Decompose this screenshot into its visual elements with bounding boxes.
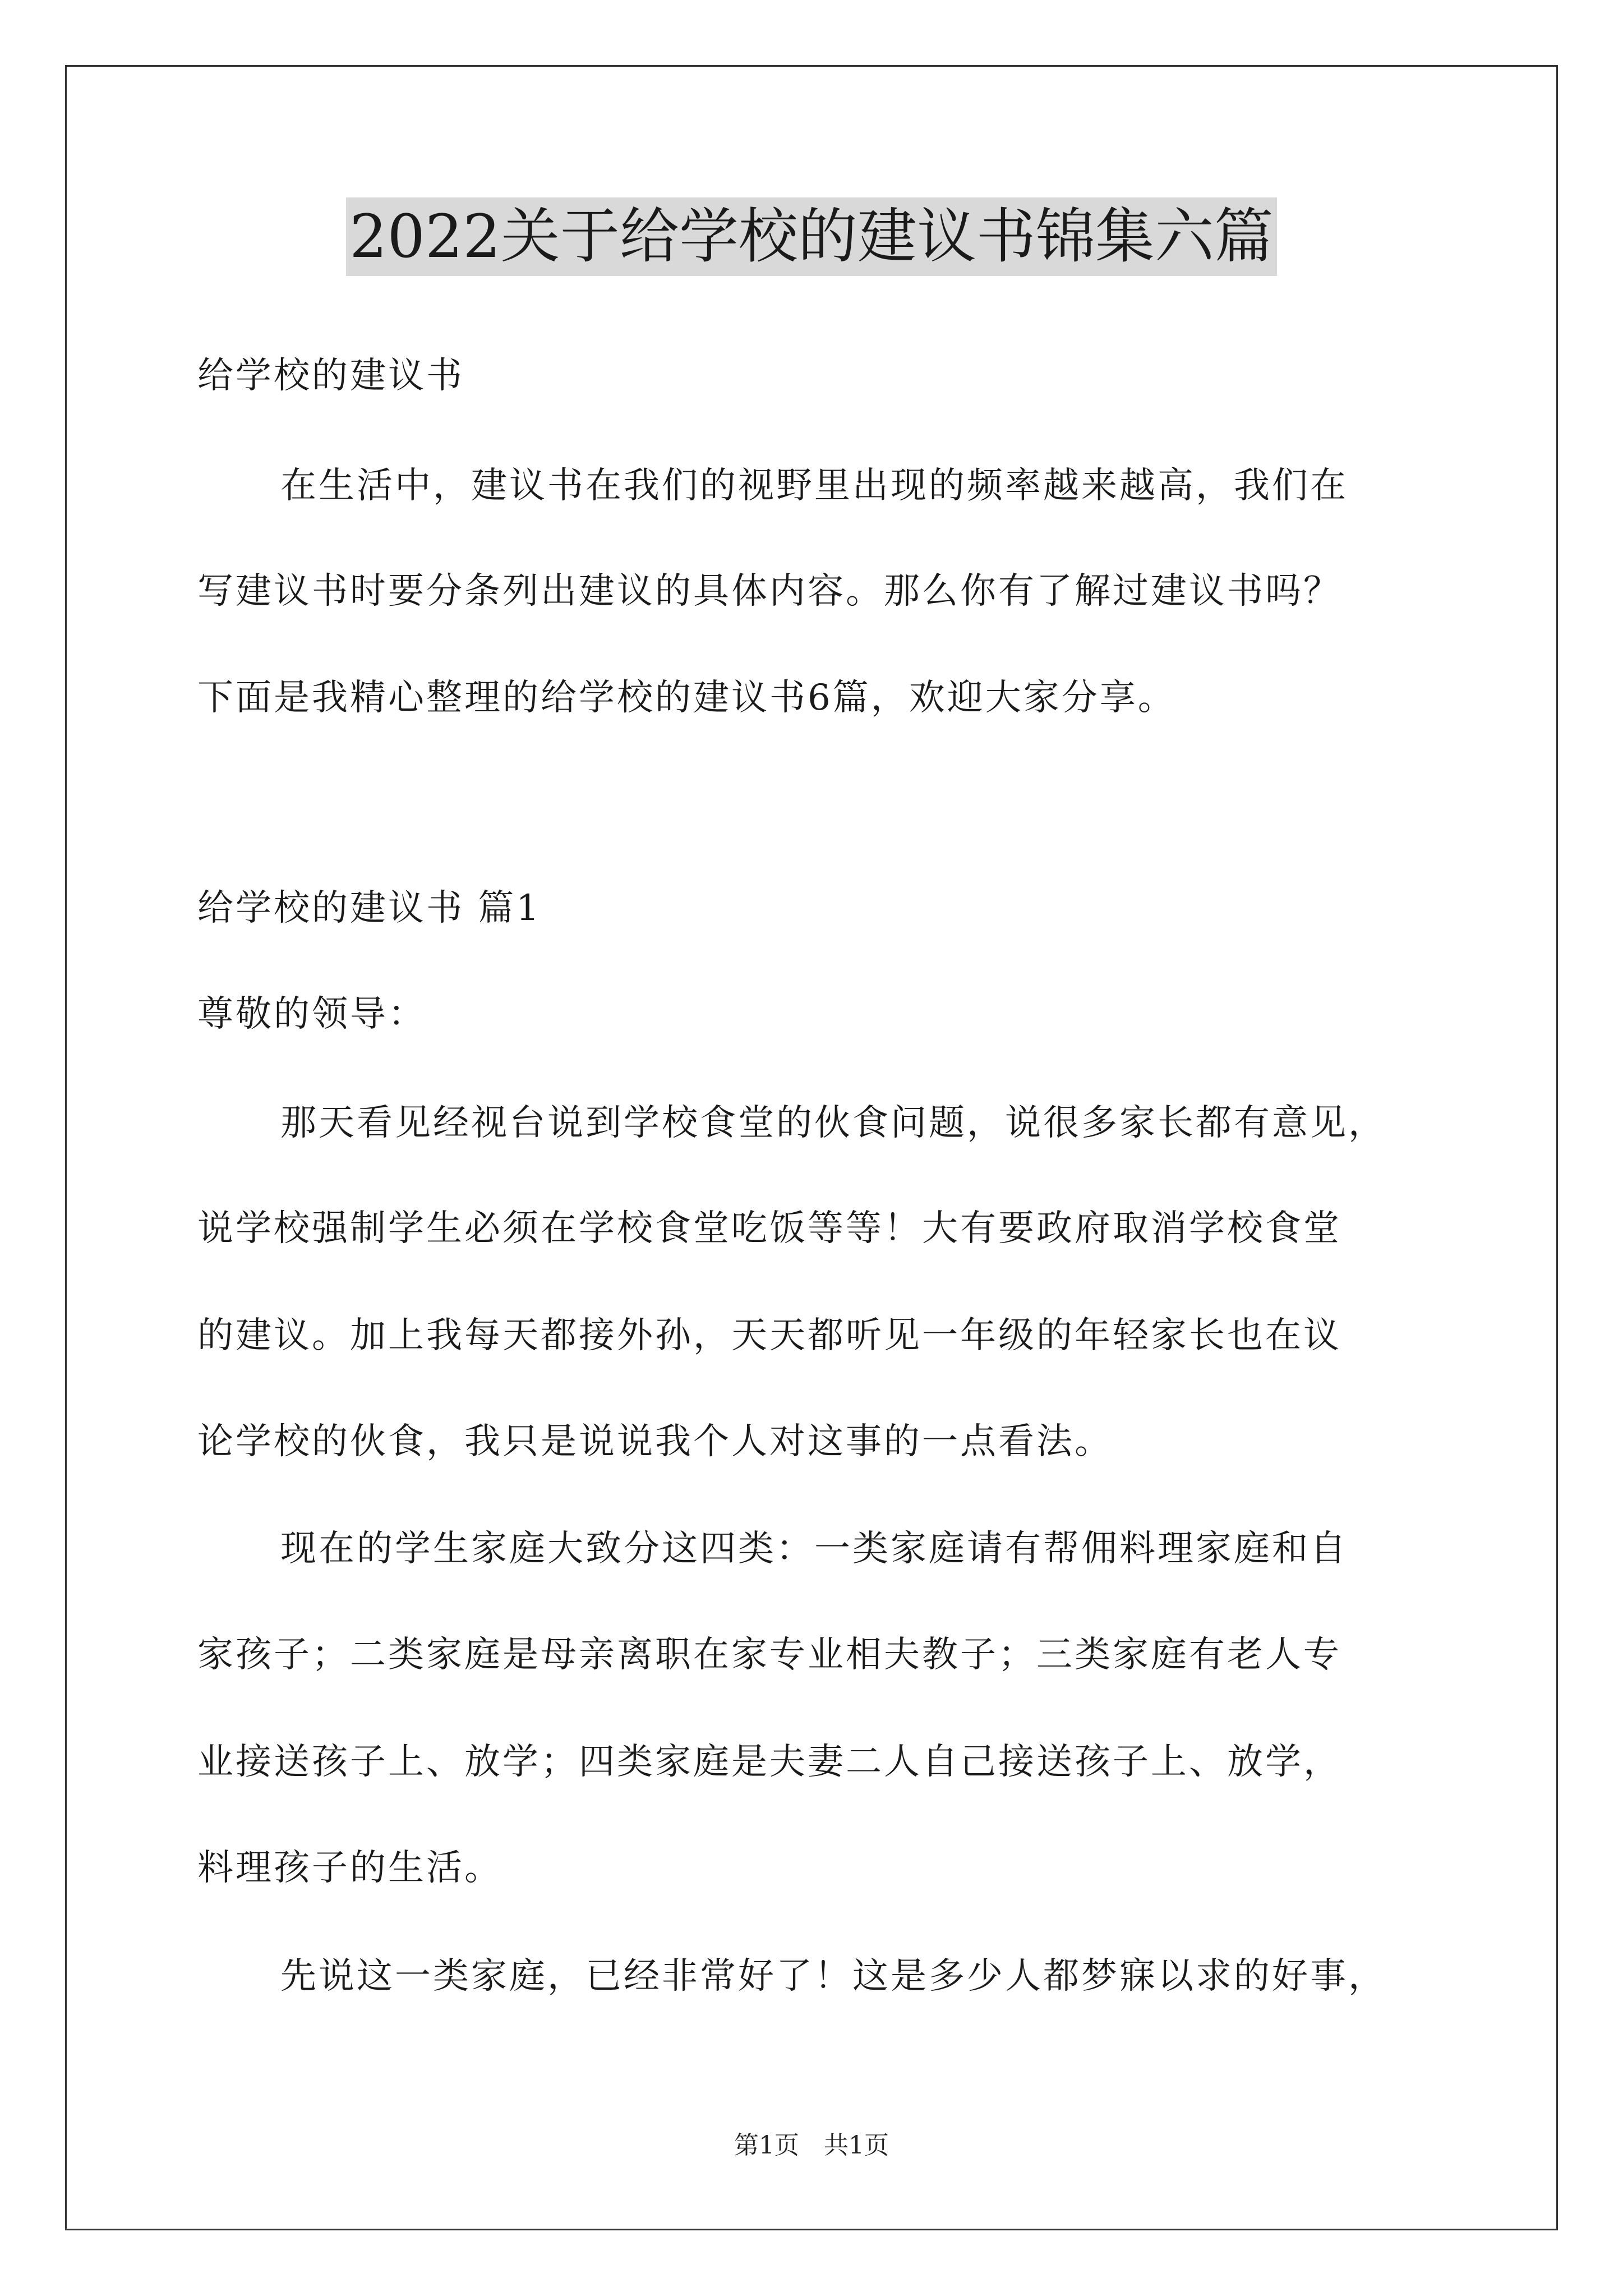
page-number: 第1页 [734,2131,799,2160]
page-footer [0,2129,1623,2162]
title-container [0,197,1623,276]
page-total: 共1页 [824,2131,889,2160]
paragraph-line: 那天看见经视台说到学校食堂的伙食问题，说很多家长都有意见， [280,1102,1386,1144]
paragraph-line: 先说这一类家庭，已经非常好了！这是多少人都梦寐以求的好事， [280,1955,1386,1997]
section-heading: 给学校的建议书 篇1 [197,887,542,929]
paragraph-line: 料理孩子的生活。 [197,1847,502,1889]
paragraph-line: 说学校强制学生必须在学校食堂吃饭等等！大有要政府取消学校食堂 [197,1208,1341,1249]
paragraph-line: 家孩子；二类家庭是母亲离职在家专业相夫教子；三类家庭有老人专 [197,1634,1341,1676]
paragraph-line: 业接送孩子上、放学；四类家庭是夫妻二人自己接送孩子上、放学， [197,1741,1341,1783]
paragraph-line: 论学校的伙食，我只是说说我个人对这事的一点看法。 [197,1421,1113,1462]
paragraph-line: 在生活中，建议书在我们的视野里出现的频率越来越高，我们在 [280,465,1348,507]
salutation: 尊敬的领导： [197,993,426,1035]
paragraph-line: 下面是我精心整理的给学校的建议书6篇，欢迎大家分享。 [197,677,1176,719]
paragraph-line: 的建议。加上我每天都接外孙，天天都听见一年级的年轻家长也在议 [197,1315,1341,1356]
paragraph-line: 现在的学生家庭大致分这四类：一类家庭请有帮佣料理家庭和自 [280,1528,1348,1570]
section-heading: 给学校的建议书 [197,355,464,397]
document-title: 2022关于给学校的建议书锦集六篇 [346,197,1277,276]
paragraph-line: 写建议书时要分条列出建议的具体内容。那么你有了解过建议书吗？ [197,570,1341,612]
